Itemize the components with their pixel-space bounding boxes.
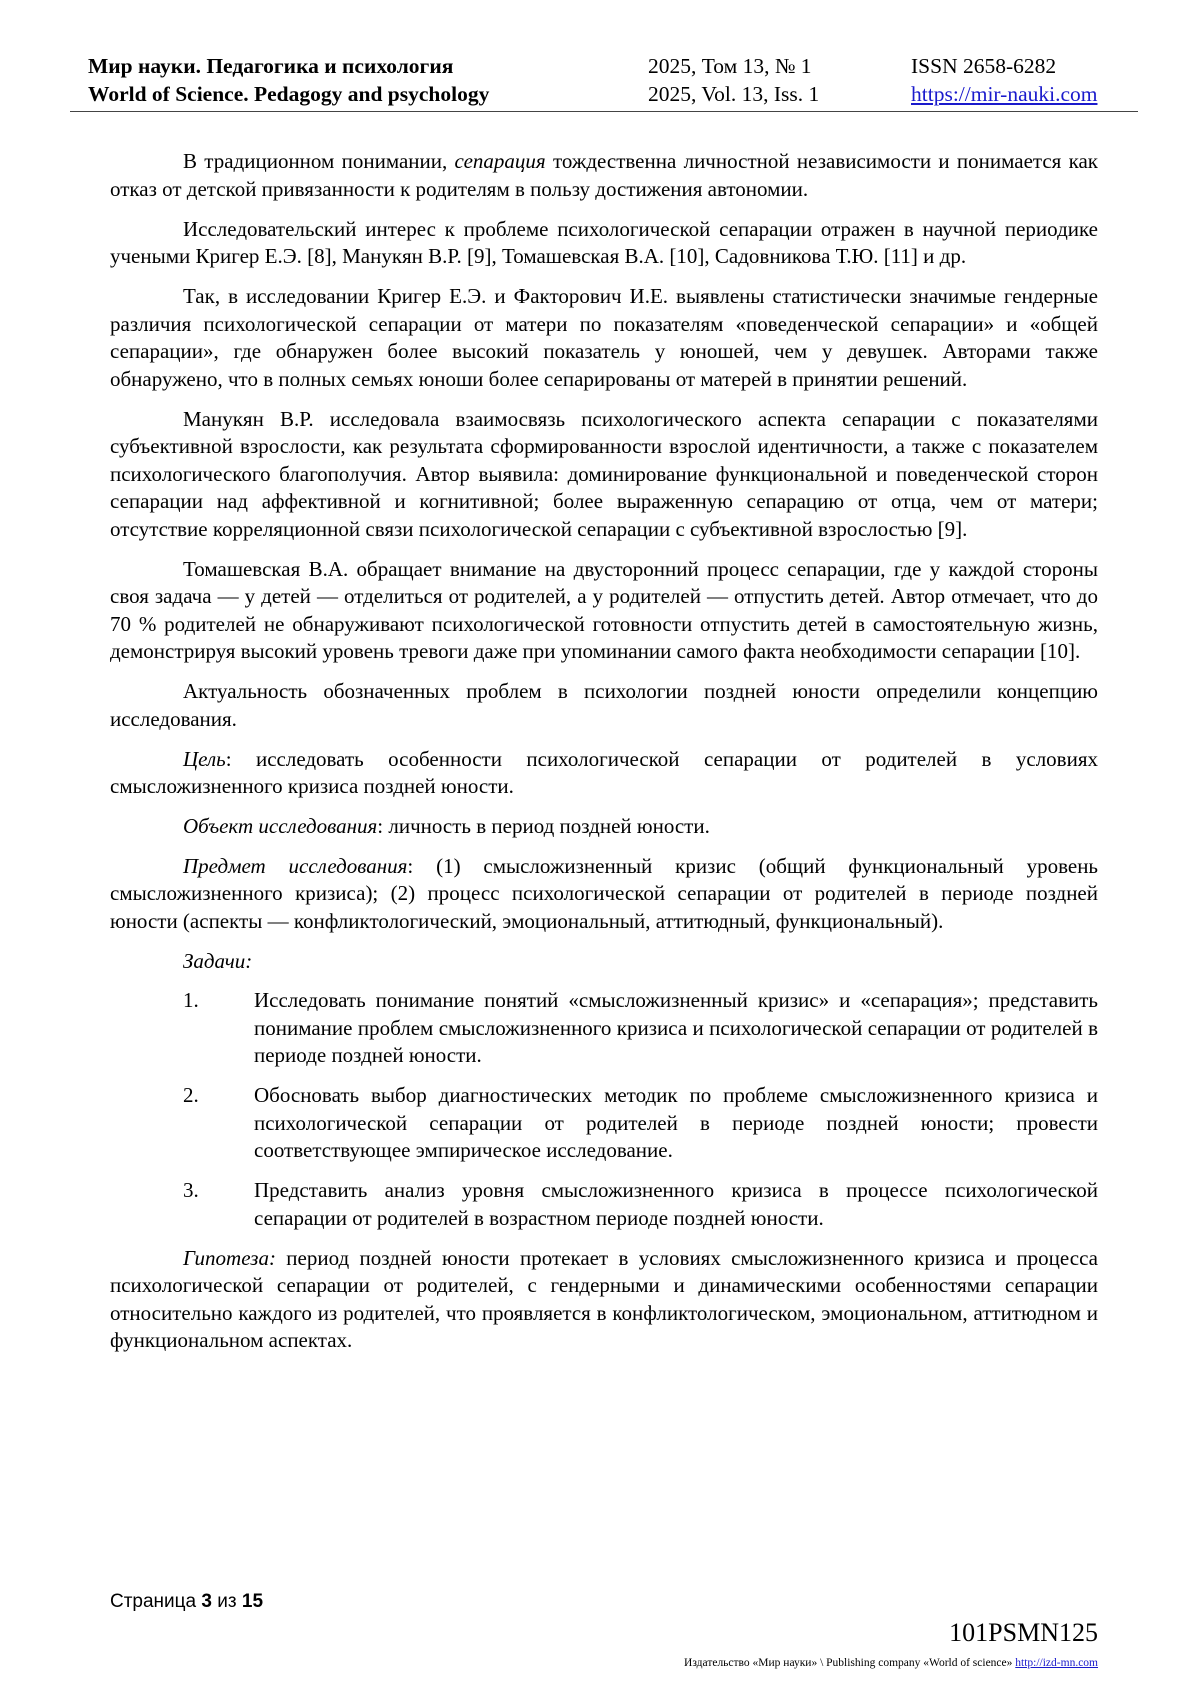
p1-text-end: тождественна личностной независимости и понимается как отказ от детской привязанности к родителям в пользу достижения автономии. [110, 149, 1098, 201]
hypothesis-text: период поздней юности протекает в условиях смысложизненного кризиса и процесса психологической сепарации от родителей, с гендерными и динамическими особенностями сепарации относительно каждого из родителей, что проявляется в конфликтологическом, эмоциональном, аттитюдном и функциональном аспектах. [110, 1245, 1098, 1352]
hypothesis-label: Гипотеза: [183, 1245, 276, 1270]
journal-header [88, 52, 1114, 112]
list-item [110, 1177, 1098, 1232]
article-body [110, 148, 1098, 1367]
publisher-line [684, 1657, 1098, 1669]
list-item-number: 2. [183, 1083, 199, 1107]
publisher-link[interactable]: http://izd-mn.com [1015, 1657, 1098, 1669]
page-prefix: Страница [110, 1591, 197, 1612]
journal-title-ru: Мир науки. Педагогика и психология [88, 54, 454, 78]
subject-label: Предмет исследования [183, 853, 408, 878]
page-total: 15 [241, 1591, 264, 1612]
list-item-number: 3. [183, 1178, 199, 1202]
subject-text: : (1) смысложизненный кризис (общий функциональный уровень смысложизненного кризиса); (2) процесс психологической сепарации от родителей в периоде поздней юности (аспекты — конфликтологический, эмоциональный, аттитюдный, функциональный). [110, 853, 1099, 933]
issn-block [911, 52, 1097, 108]
goal-label: Цель [183, 746, 226, 771]
paragraph-object [110, 813, 1098, 841]
paragraph-tomashevskaya-study: Томашевская В.А. обращает внимание на двусторонний процесс сепарации, где у каждой стороны своя задача — у детей — отделиться от родителей, а у родителей — отпустить детей. Автор отмечает, что до 70 % родителей не обнаруживают психологической готовности отпустить детей в самостоятельную жизнь, демонстрируя высокий уровень тревоги даже при упоминании самого факта необходимости сепарации [10]. [110, 556, 1098, 663]
paragraph-kriger-study: Так, в исследовании Кригер Е.Э. и Факторович И.Е. выявлены статистически значимые гендерные различия психологической сепарации от матери по показателям «поведенческой сепарации» и «общей сепарации», где обнаружен более высокий показатель у юношей, чем у девушек. Авторами также обнаружено, что в полных семьях юноши более сепарированы от матерей в принятии решений. [110, 284, 1098, 391]
paragraph-hypothesis [110, 1245, 1098, 1355]
p1-term: сепарация [454, 149, 546, 173]
issue-en: 2025, Vol. 13, Iss. 1 [648, 82, 820, 106]
paragraph-subject [110, 853, 1098, 936]
paragraph-goal [110, 746, 1098, 801]
list-item-number: 1. [183, 988, 199, 1012]
tasks-label: Задачи: [183, 948, 253, 973]
issue-block [648, 52, 819, 108]
issn: ISSN 2658-6282 [911, 54, 1057, 78]
journal-title-en: World of Science. Pedagogy and psychology [88, 82, 490, 106]
article-code: 101PSMN125 [949, 1618, 1098, 1647]
object-text: : личность в период поздней юности. [377, 814, 710, 838]
page-current: 3 [201, 1591, 212, 1612]
list-item [110, 987, 1098, 1070]
list-item [110, 1082, 1098, 1165]
paragraph-research-interest: Исследовательский интерес к проблеме психологической сепарации отражен в научной периодике учеными Кригер Е.Э. [8], Манукян В.Р. [9], Томашевская В.А. [10], Садовникова Т.Ю. [11] и др. [110, 216, 1098, 268]
journal-url-link[interactable]: https://mir-nauki.com [911, 82, 1098, 106]
publisher-text: Издательство «Мир науки» \ Publishing company «World of science» [684, 1657, 1013, 1669]
paragraph-relevance: Актуальность обозначенных проблем в психологии поздней юности определили концепцию исследования. [110, 679, 1098, 731]
issue-ru: 2025, Том 13, № 1 [648, 54, 812, 78]
header-divider [70, 111, 1138, 112]
list-item-text: Представить анализ уровня смысложизненного кризиса в процессе психологической сепарации от родителей в возрастном периоде поздней юности. [254, 1178, 1098, 1230]
page-separator: из [217, 1591, 237, 1612]
paragraph-separation-definition [110, 148, 1098, 203]
tasks-list [110, 987, 1098, 1232]
journal-title-block [88, 52, 489, 108]
object-label: Объект исследования [183, 814, 378, 838]
p1-text-start: В традиционном понимании, [183, 149, 455, 173]
list-item-text: Обосновать выбор диагностических методик по проблеме смысложизненного кризиса и психологической сепарации от родителей в периоде поздней юности; провести соответствующее эмпирическое исследование. [254, 1083, 1098, 1162]
paragraph-tasks-heading [110, 948, 1098, 976]
paragraph-manukyan-study: Манукян В.Р. исследовала взаимосвязь психологического аспекта сепарации с показателями субъективной взрослости, как результата сформированности взрослой идентичности, а также с показателем психологического благополучия. Автор выявила: доминирование функциональной и поведенческой сторон сепарации над аффективной и когнитивной; более выраженную сепарацию от отца, чем от матери; отсутствие корреляционной связи психологической сепарации с субъективной взрослостью [9]. [110, 406, 1098, 541]
list-item-text: Исследовать понимание понятий «смысложизненный кризис» и «сепарация»; представить понимание проблем смысложизненного кризиса и психологической сепарации от родителей в периоде поздней юности. [254, 988, 1098, 1067]
page-number [110, 1591, 263, 1613]
goal-text: : исследовать особенности психологической сепарации от родителей в условиях смысложизненного кризиса поздней юности. [110, 746, 1098, 798]
